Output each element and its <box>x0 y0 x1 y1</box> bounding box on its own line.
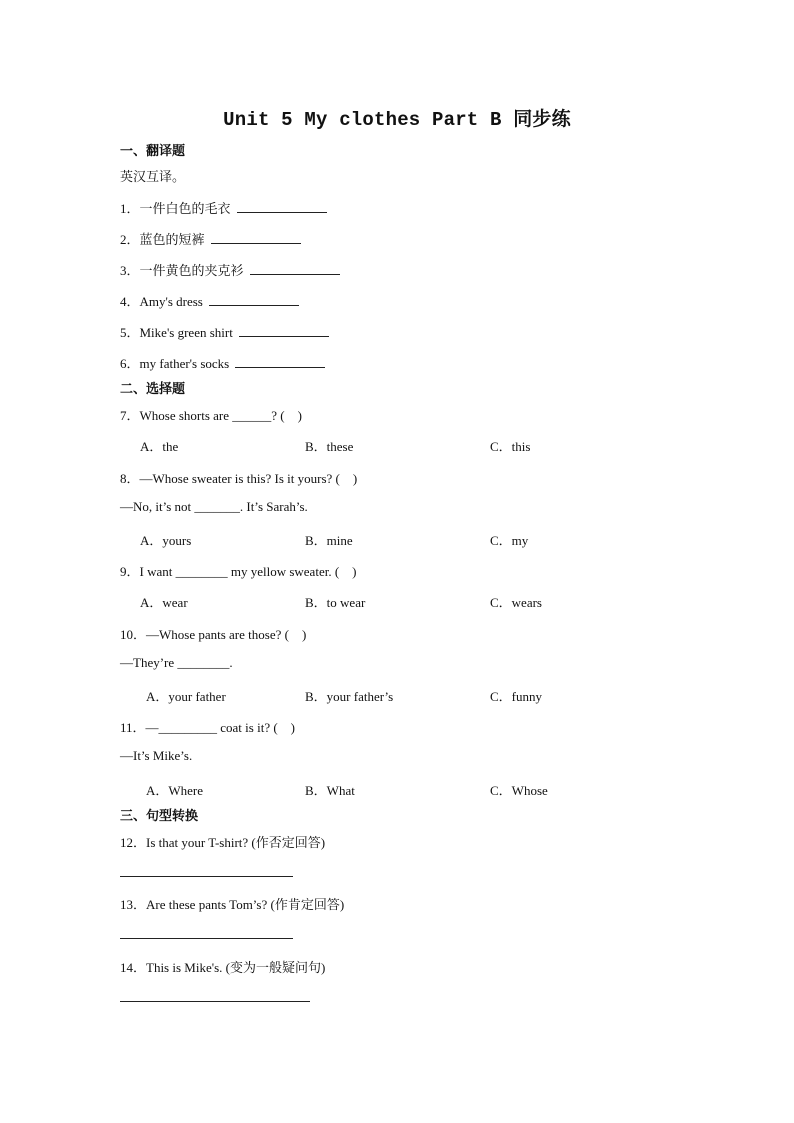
question-13-answer-line[interactable] <box>120 938 293 939</box>
item-text: 5．Mike's green shirt <box>120 325 233 340</box>
answer-blank[interactable] <box>235 355 325 368</box>
question-7-stem: 7．Whose shorts are ______? ( ) <box>120 408 302 423</box>
question-7-option-c[interactable]: C．this <box>490 439 531 454</box>
question-14-answer-line[interactable] <box>120 1001 310 1002</box>
translation-item-4 <box>120 291 299 310</box>
item-text: 4．Amy's dress <box>120 294 203 309</box>
question-10-option-c[interactable]: C．funny <box>490 689 543 704</box>
question-9-option-c[interactable]: C．wears <box>490 595 542 610</box>
answer-blank[interactable] <box>239 324 329 337</box>
translation-item-6 <box>120 353 325 372</box>
translation-item-5 <box>120 322 329 341</box>
question-12-stem: 12．Is that your T-shirt? (作否定回答) <box>120 835 326 850</box>
item-text: 1．一件白色的毛衣 <box>120 201 231 216</box>
question-10-option-b[interactable]: B．your father’s <box>305 689 394 704</box>
translation-item-3 <box>120 260 340 279</box>
page-title: Unit 5 My clothes Part B 同步练 <box>223 109 571 131</box>
question-9-option-a[interactable]: A．wear <box>140 595 188 610</box>
question-9-option-b[interactable]: B．to wear <box>305 595 366 610</box>
section-2-heading: 二、选择题 <box>120 382 186 397</box>
question-11-option-b[interactable]: B．What <box>305 783 355 798</box>
question-11-reply: —It’s Mike’s. <box>120 748 193 763</box>
section-1-heading: 一、翻译题 <box>120 144 186 159</box>
section-3-heading: 三、句型转换 <box>120 809 199 824</box>
question-8-stem: 8．—Whose sweater is this? Is it yours? ( ) <box>120 471 358 486</box>
question-11-option-c[interactable]: C．Whose <box>490 783 548 798</box>
answer-blank[interactable] <box>209 293 299 306</box>
question-7-option-a[interactable]: A．the <box>140 439 179 454</box>
question-10-stem: 10．—Whose pants are those? ( ) <box>120 627 307 642</box>
answer-blank[interactable] <box>250 262 340 275</box>
answer-blank[interactable] <box>211 231 301 244</box>
item-text: 3．一件黄色的夹克衫 <box>120 263 244 278</box>
question-14-stem: 14．This is Mike's. (变为一般疑问句) <box>120 960 326 975</box>
question-8-option-b[interactable]: B．mine <box>305 533 353 548</box>
answer-blank[interactable] <box>237 200 327 213</box>
item-text: 6．my father's socks <box>120 356 230 371</box>
question-8-option-c[interactable]: C．my <box>490 533 529 548</box>
question-11-option-a[interactable]: A．Where <box>146 783 204 798</box>
question-8-option-a[interactable]: A．yours <box>140 533 192 548</box>
question-8-reply: —No, it’s not _______. It’s Sarah’s. <box>120 499 308 514</box>
question-10-option-a[interactable]: A．your father <box>146 689 226 704</box>
question-9-stem: 9．I want ________ my yellow sweater. ( ) <box>120 564 357 579</box>
question-10-reply: —They’re ________. <box>120 655 233 670</box>
translation-item-1 <box>120 198 327 217</box>
question-13-stem: 13．Are these pants Tom’s? (作肯定回答) <box>120 897 345 912</box>
item-text: 2．蓝色的短裤 <box>120 232 205 247</box>
section-1-instruction: 英汉互译。 <box>120 169 186 184</box>
question-11-stem: 11．—_________ coat is it? ( ) <box>120 720 295 735</box>
translation-item-2 <box>120 229 301 248</box>
question-7-option-b[interactable]: B．these <box>305 439 354 454</box>
question-12-answer-line[interactable] <box>120 876 293 877</box>
